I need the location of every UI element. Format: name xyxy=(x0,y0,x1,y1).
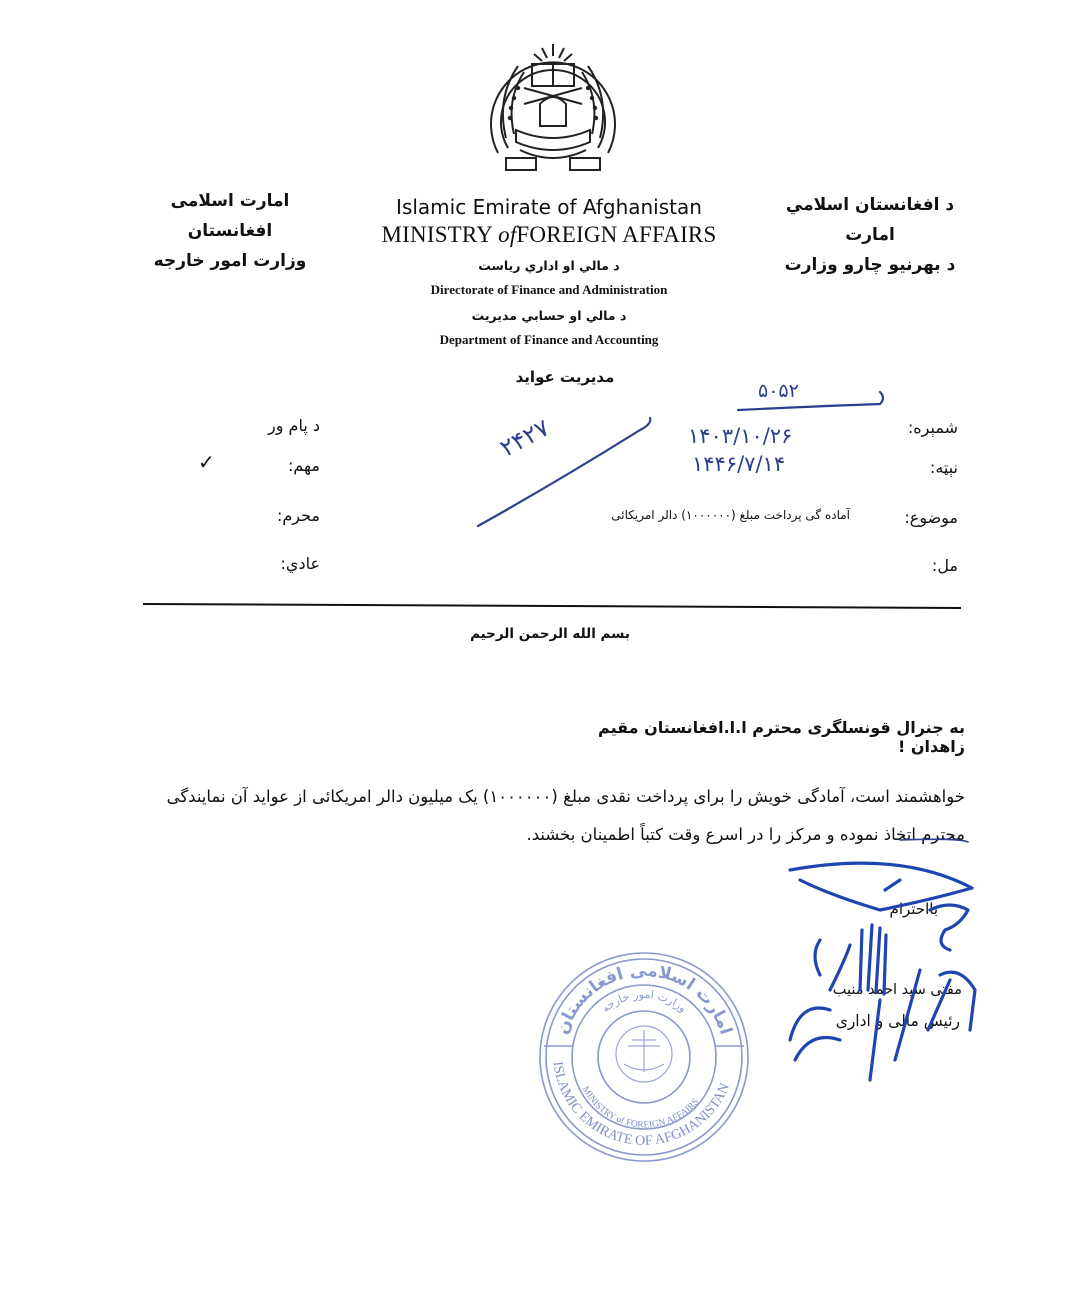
attachment-label: مل: xyxy=(931,556,958,575)
letter-body: خواهشمند است، آمادگی خویش را برای پرداخت نقدی مبلغ (۱۰۰۰۰۰۰) یک میلیون دالر امریکائی از عواید آن نمایندگی محترم اتخاذ نموده و مرکز را در اسرع وقت کتباً اطمینان بخشند. xyxy=(166,787,965,844)
emblem xyxy=(478,38,628,176)
department-english: Department of Finance and Accounting xyxy=(439,332,659,347)
handwritten-reference: ۲۴۲۷ xyxy=(495,413,555,463)
directorate-english: Directorate of Finance and Administration xyxy=(430,282,668,297)
signer-title: رئیس مالی و اداری xyxy=(835,1012,960,1030)
normal-label: عادي: xyxy=(280,554,320,573)
directorate-pashto: د مالي او اداري رياست xyxy=(478,258,620,273)
handwritten-date-solar: ۱۴۰۳/۱۰/۲۶ xyxy=(688,424,793,448)
important-checkmark: ✓ xyxy=(198,450,215,474)
ministry-prefix: MINISTRY xyxy=(381,222,493,247)
header-dari xyxy=(130,186,330,276)
subject-label: موضوع: xyxy=(904,508,958,527)
closing: بااحترام xyxy=(889,900,938,918)
stamp-inner-dari: وزارت امور خارجه xyxy=(599,987,690,1016)
important-label: مهم: xyxy=(288,456,320,475)
revenue-office: مدیریت عواید xyxy=(515,368,615,386)
number-label: شمېره: xyxy=(907,418,958,437)
header-dari-ministry: وزارت امور خارجه xyxy=(153,251,307,271)
subject-value: آماده گی پرداخت مبلغ (۱۰۰۰۰۰۰) دالر امریکائی xyxy=(611,508,850,522)
ministry-of: of xyxy=(498,222,517,247)
stamp-outer-english: ISLAMIC EMIRATE OF AFGHANISTAN xyxy=(549,1060,733,1149)
header-divider xyxy=(143,603,961,609)
stamp-inner-english: MINISTRY of FOREIGN AFFAIRS xyxy=(579,1084,702,1131)
handwritten-date-lunar: ۱۴۴۶/۷/۱۴ xyxy=(692,452,786,476)
confidential-label: محرم: xyxy=(276,506,320,525)
ministry-suffix: FOREIGN AFFAIRS xyxy=(516,222,717,247)
official-stamp xyxy=(528,946,760,1168)
handwritten-number: ۵۰۵۲ xyxy=(758,380,799,402)
stamp-seal-icon xyxy=(528,946,760,1168)
bismillah: بسم الله الرحمن الرحیم xyxy=(470,626,630,642)
department-pashto: د مالي او حسابي مديريت xyxy=(471,308,627,323)
attention-title: د پام ور xyxy=(268,416,320,435)
english-title: Islamic Emirate of Afghanistan xyxy=(396,195,702,219)
signature-strokes xyxy=(790,863,975,1080)
header-pashto-ministry: د بهرنيو چارو وزارت xyxy=(784,255,956,275)
header-pashto xyxy=(760,190,980,280)
signer-name: مفتی سید احمد منیب xyxy=(832,982,962,998)
header-pashto-emirate: د افغانستان اسلامي امارت xyxy=(785,195,955,245)
ministry-name xyxy=(360,220,738,250)
stamp-outer-dari: امارت اسلامی افغانستان xyxy=(552,960,736,1038)
header-dari-emirate: امارت اسلامی افغانستان xyxy=(170,191,290,241)
date-label: نېټه: xyxy=(929,458,958,477)
salutation: به جنرال قونسلگری محترم ا.ا.افغانستان مقیم زاهدان ! xyxy=(598,718,965,756)
islamic-emirate-emblem-icon xyxy=(478,38,628,176)
